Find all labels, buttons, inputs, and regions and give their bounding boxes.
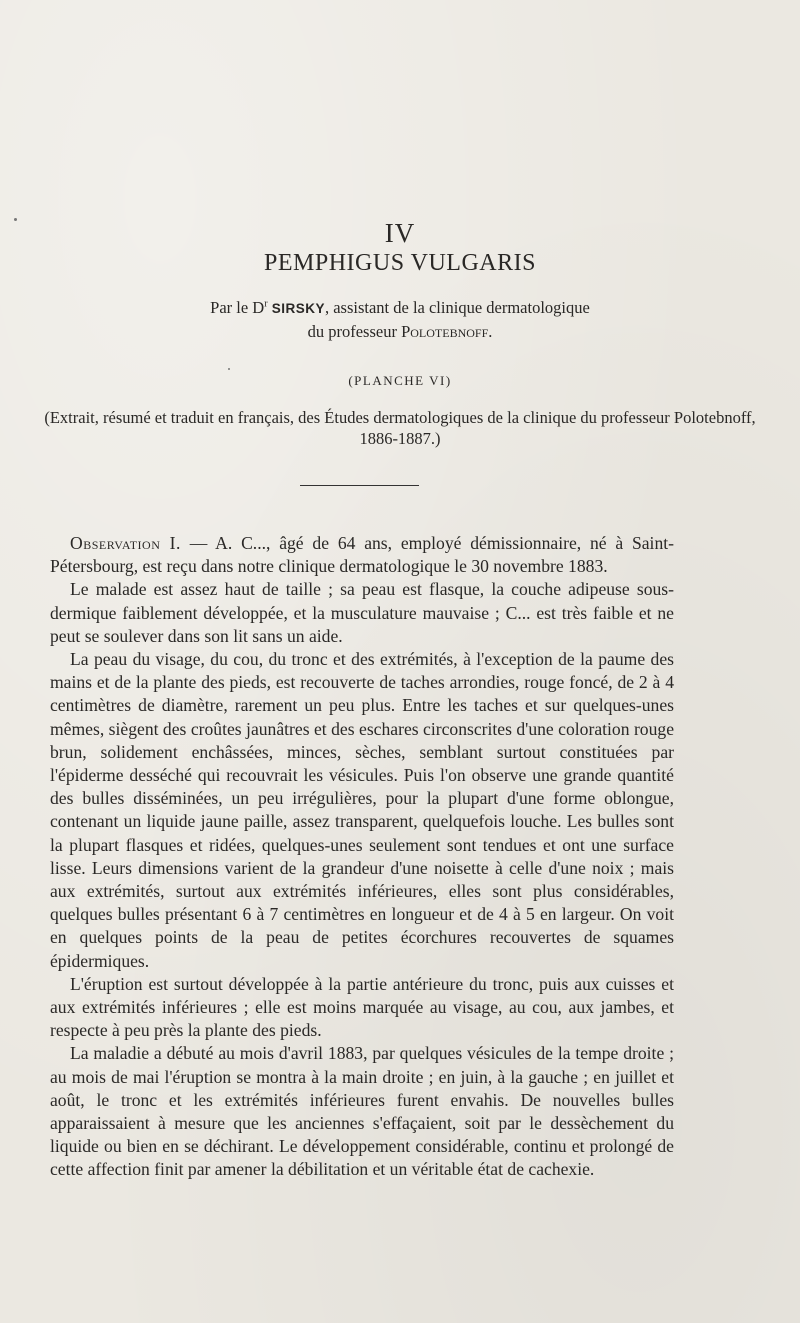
plate-reference: (PLANCHE VI): [348, 373, 452, 388]
professor-name: Polotebnoff: [401, 322, 489, 341]
author-line-1: [0, 296, 800, 320]
author-degree: r: [264, 298, 268, 310]
observation-label: Observation I.: [70, 533, 181, 553]
author-line2-end: .: [488, 322, 493, 341]
paragraph-1: [50, 532, 674, 578]
paper-speck: [228, 368, 230, 370]
author-name: SIRSKY: [271, 301, 325, 316]
article-body: [50, 532, 674, 1182]
paragraph-1-text: — A. C..., âgé de 64 ans, employé démissionnaire, né à Saint-Pétersbourg, est reçu dans notre clinique dermatologique le 30 novembre 1883.: [50, 533, 674, 577]
author-affiliation: , assistant de la clinique dermatologique: [324, 298, 590, 317]
chapter-number: IV: [384, 218, 416, 248]
article-title: PEMPHIGUS VULGARIS: [264, 250, 536, 276]
author-prefix: Par le D: [210, 298, 265, 317]
paragraph-2: Le malade est assez haut de taille ; sa peau est flasque, la couche adipeuse sous-dermique faiblement développée, et la musculature mauvaise ; C... est très faible et ne peut se soulever dans son lit sans un aide.: [50, 579, 674, 646]
author-line-2: [0, 320, 800, 343]
section-divider: [300, 485, 419, 486]
extract-note: (Extrait, résumé et traduit en français, des Études dermatologiques de la clinique du professeur Polotebnoff, 1886-1887.): [44, 408, 756, 448]
paragraph-3: La peau du visage, du cou, du tronc et des extrémités, à l'exception de la paume des mains et de la plante des pieds, est recouverte de taches arrondies, rouge foncé, de 2 à 4 centimètres de diamètre, rarement un peu plus. Entre les taches et sur quelques-unes mêmes, siègent des croûtes jaunâtres et des eschares circonscrites d'une coloration rouge brun, solidement enchâssées, minces, sèches, semblant surtout constituées par l'épiderme desséché qui recouvrait les vésicules. Puis l'on observe une grande quantité des bulles disséminées, un peu irrégulières, pour la plupart d'une forme oblongue, contenant un liquide jaune paille, assez transparent, quelquefois louche. Les bulles sont la plupart flasques et ridées, quelques-unes seulement sont tendues et ont une surface lisse. Leurs dimensions varient de la grandeur d'une noisette à celle d'une noix ; mais aux extrémités, surtout aux extrémités inférieures, elles sont plus considérables, quelques bulles présentant 6 à 7 centimètres en longueur et de 4 à 5 en largeur. On voit en quelques points de la peau de petites écorchures recouvertes de squames épidermiques.: [50, 649, 674, 971]
paragraph-4: L'éruption est surtout développée à la partie antérieure du tronc, puis aux cuisses et aux extrémités inférieures ; elle est moins marquée au visage, au cou, aux jambes, et respecte à peu près la plante des pieds.: [50, 973, 674, 1041]
author-line: [0, 296, 800, 343]
paragraph-5: La maladie a débuté au mois d'avril 1883, par quelques vésicules de la tempe droite ; au mois de mai l'éruption se montra à la main droite ; en juin, à la gauche ; en juillet et août, le tronc et les extrémités inférieures furent envahis. De nouvelles bulles apparaissaient à mesure que les anciennes s'effaçaient, soit par le dessèchement du liquide ou bien en se déchirant. Le développement considérable, continu et prolongé de cette affection finit par amener la débilitation et un véritable état de cachexie.: [50, 1043, 674, 1180]
author-line2-prefix: du professeur: [307, 322, 402, 341]
